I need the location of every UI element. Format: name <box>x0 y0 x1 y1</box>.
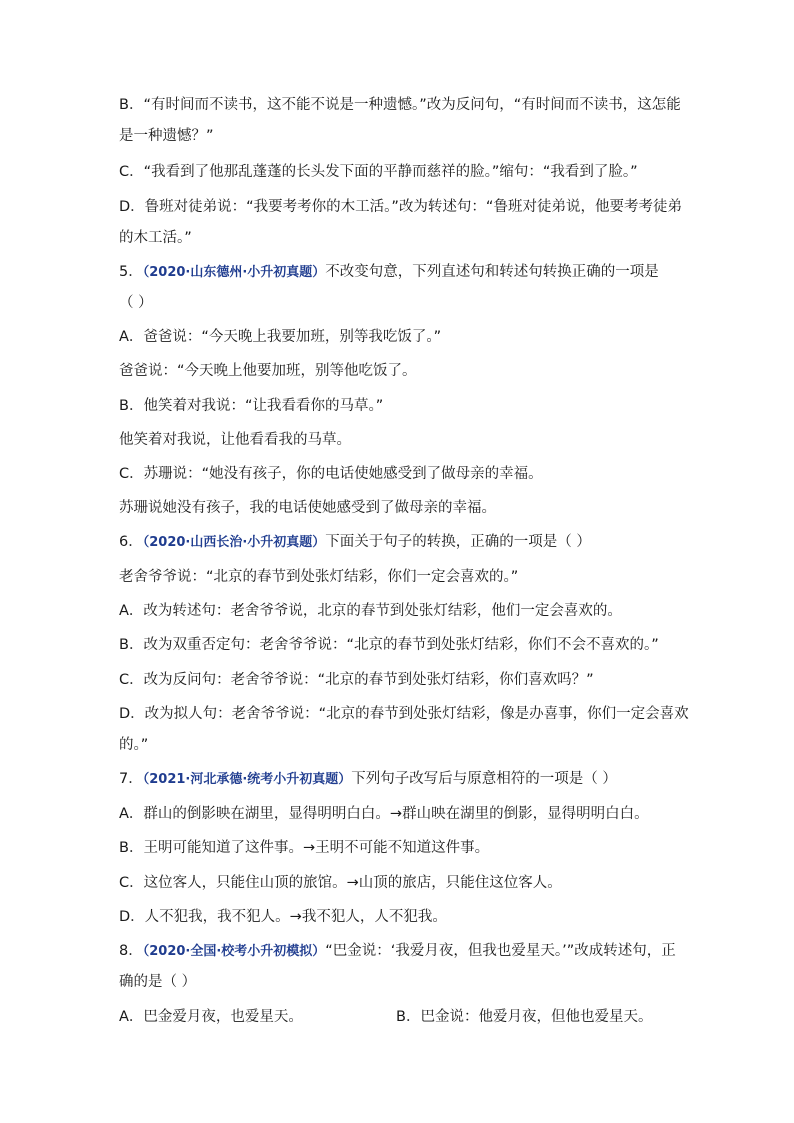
q6-option-a: A．改为转述句：老舍爷爷说，北京的春节到处张灯结彩，他们一定会喜欢的。 <box>119 603 622 619</box>
q7-option-d: D．人不犯我，我不犯人。→我不犯人，人不犯我。 <box>119 909 447 925</box>
question-source: （2020·全国·校考小升初模拟） <box>142 944 326 959</box>
line-d-option-cont: 的木工活。” <box>119 230 192 246</box>
q5-option-b-conv: 他笑着对我说，让他看看我的马草。 <box>119 432 351 448</box>
q6-option-d: D．改为拟人句：老舍爷爷说：“北京的春节到处张灯结彩，像是办喜事，你们一定会喜欢 <box>119 706 689 722</box>
q7-option-a: A．群山的倒影映在湖里，显得明明白白。→群山映在湖里的倒影，显得明明白白。 <box>119 806 649 822</box>
q8-option-a: A．巴金爱月夜，也爱星天。 <box>119 1009 303 1025</box>
q6-option-d-cont: 的。” <box>119 737 149 753</box>
question-number: 5． <box>119 264 143 280</box>
q5-option-c: C．苏珊说：“她没有孩子，你的电话使她感受到了做母亲的幸福。 <box>119 466 543 482</box>
question-source: （2020·山西长治·小升初真题） <box>142 535 326 550</box>
q7-option-b: B．王明可能知道了这件事。→王明不可能不知道这件事。 <box>119 840 490 856</box>
answer-blank: （ ） <box>119 295 153 311</box>
question-text: 不改变句意，下列直述句和转述句转换正确的一项是 <box>325 264 659 280</box>
question-number: 8． <box>119 943 143 959</box>
q5-option-a: A．爸爸说：“今天晚上我要加班，别等我吃饭了。” <box>119 329 442 345</box>
q8-option-b: B．巴金说：他爱月夜，但他也爱星天。 <box>396 1009 653 1025</box>
q8-stem-cont: 确的是（ ） <box>119 974 197 990</box>
q6-option-c: C．改为反问句：老舍爷爷说：“北京的春节到处张灯结彩，你们喜欢吗？” <box>119 672 594 688</box>
question-6 <box>119 532 591 553</box>
question-5 <box>119 262 659 283</box>
question-text: 下列句子改写后与原意相符的一项是（ ） <box>351 771 617 787</box>
question-8 <box>119 941 676 962</box>
q5-option-b: B．他笑着对我说：“让我看看你的马草。” <box>119 398 384 414</box>
question-7 <box>119 769 617 790</box>
q7-option-c: C．这位客人，只能住山顶的旅馆。→山顶的旅店，只能住这位客人。 <box>119 875 562 891</box>
q6-stem: 老舍爷爷说：“北京的春节到处张灯结彩，你们一定会喜欢的。” <box>119 569 519 585</box>
line-b-option-cont: 是一种遗憾？” <box>119 128 214 144</box>
line-d-option: D．鲁班对徒弟说：“我要考考你的木工活。”改为转述句：“鲁班对徒弟说，他要考考徒弟 <box>119 199 682 215</box>
q6-option-b: B．改为双重否定句：老舍爷爷说：“北京的春节到处张灯结彩，你们不会不喜欢的。” <box>119 637 659 653</box>
question-text: 下面关于句子的转换，正确的一项是（ ） <box>325 534 591 550</box>
question-number: 7． <box>119 771 143 787</box>
line-b-option: B．“有时间而不读书，这不能不说是一种遗憾。”改为反问句，“有时间而不读书，这怎能 <box>119 97 681 113</box>
line-c-option: C．“我看到了他那乱蓬蓬的长头发下面的平静而慈祥的脸。”缩句：“我看到了脸。” <box>119 164 638 180</box>
question-text: “巴金说：‘我爱月夜，但我也爱星天。’”改成转述句，正 <box>325 943 676 959</box>
question-source: （2021·河北承德·统考小升初真题） <box>142 772 352 787</box>
q5-option-a-conv: 爸爸说：“今天晚上他要加班，别等他吃饭了。 <box>119 363 417 379</box>
question-number: 6． <box>119 534 143 550</box>
question-source: （2020·山东德州·小升初真题） <box>142 265 326 280</box>
q5-option-c-conv: 苏珊说她没有孩子，我的电话使她感受到了做母亲的幸福。 <box>119 500 496 516</box>
